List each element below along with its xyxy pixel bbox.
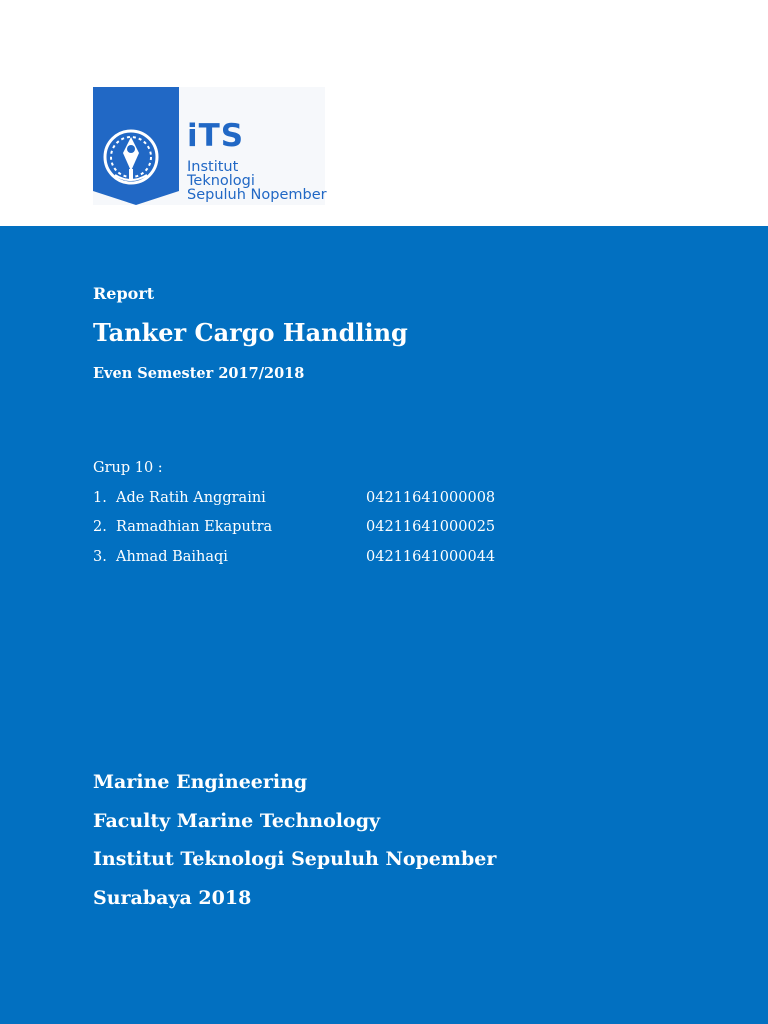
- member-name: Ade Ratih Anggraini: [116, 490, 266, 506]
- member-number: 1.: [93, 490, 107, 506]
- member-name: Ramadhian Ekaputra: [116, 519, 273, 535]
- member-number: 3.: [93, 549, 107, 565]
- department-label: Marine Engineering: [93, 771, 308, 793]
- faculty-label: Faculty Marine Technology: [93, 810, 381, 832]
- institute-label: Institut Teknologi Sepuluh Nopember: [93, 848, 497, 870]
- member-nrp: 04211641000025: [366, 519, 496, 535]
- its-emblem-icon: [93, 87, 179, 205]
- group-heading: Grup 10 :: [93, 460, 163, 476]
- logo-brand: iTS: [187, 118, 245, 154]
- member-number: 2.: [93, 519, 107, 535]
- member-nrp: 04211641000008: [366, 490, 496, 506]
- report-label: Report: [93, 284, 155, 303]
- cover-panel: [0, 226, 768, 1024]
- member-name: Ahmad Baihaqi: [116, 549, 228, 565]
- logo-line-institut: Institut: [187, 159, 239, 175]
- logo-line-sepuluh-nopember: Sepuluh Nopember: [187, 187, 327, 203]
- its-logo: [93, 87, 325, 205]
- member-nrp: 04211641000044: [366, 549, 496, 565]
- report-title: Tanker Cargo Handling: [93, 318, 408, 347]
- place-year-label: Surabaya 2018: [93, 887, 252, 909]
- semester-label: Even Semester 2017/2018: [93, 365, 305, 382]
- logo-line-teknologi: Teknologi: [187, 173, 255, 189]
